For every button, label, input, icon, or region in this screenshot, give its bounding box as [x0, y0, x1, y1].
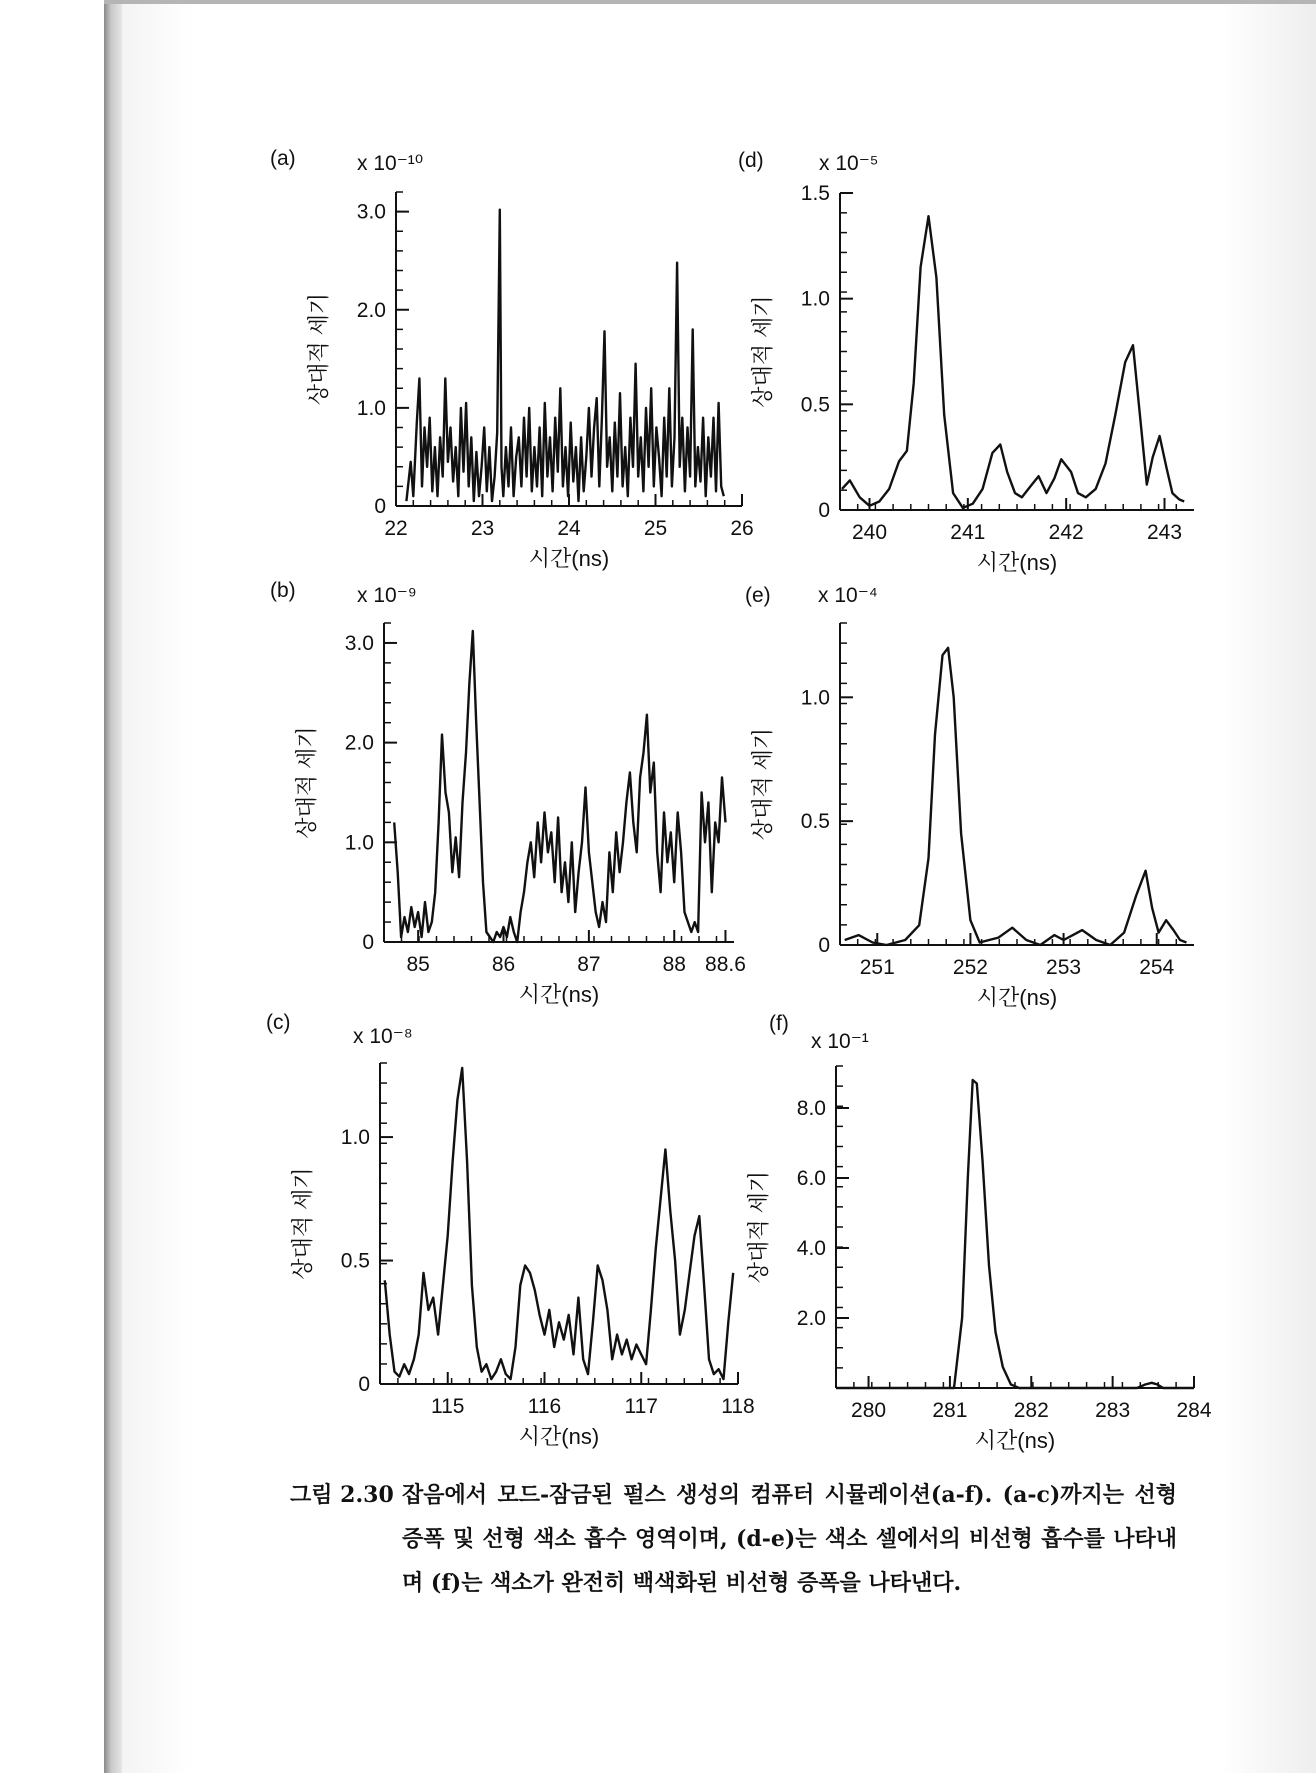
- panel-label: (e): [745, 584, 771, 607]
- x-tick-label: 88.6: [705, 953, 746, 976]
- x-tick-label: 85: [406, 953, 430, 976]
- caption-label: 그림 2.30: [290, 1482, 394, 1508]
- panel-label: (f): [769, 1012, 789, 1035]
- chart-panel-f: [746, 1012, 1212, 1453]
- x-tick-label: 254: [1139, 956, 1175, 979]
- scale-multiplier-label: x 10⁻¹: [811, 1030, 869, 1053]
- x-axis-title: 시간(ns): [974, 1428, 1056, 1453]
- x-tick-label: 26: [730, 517, 754, 540]
- x-tick-label: 25: [643, 517, 668, 540]
- panel-label: (d): [738, 149, 764, 172]
- caption-text: 잡음에서 모드-잠금된 펄스 생성의 컴퓨터 시뮬레이션(a-f). (a-c)까지는 선형 증폭 및 선형 색소 흡수 영역이며, (d-e)는 색소 셀에서의 비선형 흡수를 나타내며 (f)는 색소가 완전히 백색화된 비선형 증폭을 나타낸다.: [402, 1482, 1177, 1596]
- y-tick-label: 1.0: [356, 396, 386, 420]
- y-axis-title: 상대적 세기: [750, 727, 775, 841]
- y-tick-label: 1.5: [800, 182, 830, 205]
- x-tick-label: 86: [491, 953, 516, 976]
- x-tick-label: 251: [859, 956, 895, 979]
- y-tick-label: 0.5: [800, 393, 830, 417]
- x-axis-title: 시간(ns): [518, 982, 600, 1007]
- x-tick-label: 118: [721, 1395, 755, 1418]
- x-tick-label: 242: [1048, 521, 1084, 544]
- data-series-line: [842, 216, 1184, 508]
- y-axis-title: 상대적 세기: [306, 292, 331, 406]
- x-tick-label: 115: [430, 1395, 465, 1418]
- data-series-line: [394, 631, 725, 942]
- x-axis-title: 시간(ns): [976, 550, 1058, 575]
- y-tick-label: 3.0: [344, 631, 374, 655]
- x-axis-title: 시간(ns): [518, 1424, 600, 1449]
- panel-label: (c): [266, 1011, 291, 1034]
- scale-multiplier-label: x 10⁻¹⁰: [357, 152, 424, 175]
- y-axis-title: 상대적 세기: [750, 295, 775, 408]
- x-tick-label: 281: [932, 1399, 968, 1422]
- chart-panel-b: [270, 579, 746, 1007]
- y-tick-label: 4.0: [796, 1237, 826, 1260]
- chart-panel-c: [266, 1011, 755, 1449]
- data-series-line: [845, 648, 1187, 945]
- x-tick-label: 253: [1046, 956, 1082, 979]
- x-tick-label: 87: [577, 953, 601, 976]
- y-tick-label: 6.0: [796, 1167, 826, 1190]
- y-tick-label: 1.0: [340, 1126, 370, 1150]
- y-axis-title: 상대적 세기: [746, 1170, 771, 1284]
- y-tick-label: 3.0: [356, 200, 386, 224]
- y-tick-label: 0: [374, 495, 386, 518]
- x-tick-label: 280: [851, 1399, 887, 1422]
- x-tick-label: 284: [1176, 1399, 1212, 1422]
- y-axis-title: 상대적 세기: [294, 726, 319, 839]
- x-tick-label: 23: [470, 517, 495, 540]
- y-tick-label: 0.5: [340, 1249, 370, 1273]
- x-tick-label: 22: [384, 517, 408, 540]
- y-tick-label: 2.0: [344, 731, 374, 755]
- x-tick-label: 241: [950, 521, 986, 544]
- x-tick-label: 282: [1013, 1399, 1049, 1422]
- x-tick-label: 243: [1146, 521, 1183, 544]
- scale-multiplier-label: x 10⁻⁴: [818, 584, 878, 607]
- x-axis-title: 시간(ns): [528, 546, 610, 571]
- chart-panel-e: [745, 584, 1194, 1010]
- y-tick-label: 0: [358, 1373, 370, 1396]
- y-tick-label: 0: [362, 931, 374, 954]
- x-tick-label: 283: [1095, 1399, 1131, 1422]
- scale-multiplier-label: x 10⁻⁹: [357, 584, 417, 607]
- y-tick-label: 1.0: [344, 831, 374, 855]
- y-tick-label: 0: [818, 934, 830, 957]
- y-tick-label: 1.0: [800, 287, 830, 311]
- y-tick-label: 0: [818, 499, 830, 522]
- chart-panel-d: [738, 149, 1194, 575]
- y-tick-label: 2.0: [796, 1307, 826, 1330]
- scale-multiplier-label: x 10⁻⁸: [353, 1025, 413, 1048]
- y-axis-title: 상대적 세기: [290, 1167, 315, 1280]
- y-tick-label: 0.5: [800, 810, 830, 834]
- x-axis-title: 시간(ns): [976, 985, 1058, 1010]
- x-tick-label: 24: [557, 517, 581, 540]
- data-series-line: [406, 210, 723, 501]
- y-tick-label: 1.0: [800, 686, 830, 710]
- data-series-line: [836, 1080, 1194, 1388]
- data-series-line: [385, 1068, 733, 1379]
- x-tick-label: 117: [624, 1395, 658, 1418]
- x-tick-label: 240: [851, 521, 888, 544]
- panel-label: (b): [270, 579, 296, 602]
- x-tick-label: 252: [952, 956, 988, 979]
- panel-label: (a): [270, 147, 296, 170]
- y-tick-label: 8.0: [796, 1097, 826, 1120]
- x-tick-label: 116: [527, 1395, 562, 1418]
- y-tick-label: 2.0: [356, 298, 386, 322]
- chart-panel-a: [270, 147, 754, 571]
- scale-multiplier-label: x 10⁻⁵: [819, 152, 879, 175]
- x-tick-label: 88: [662, 953, 686, 976]
